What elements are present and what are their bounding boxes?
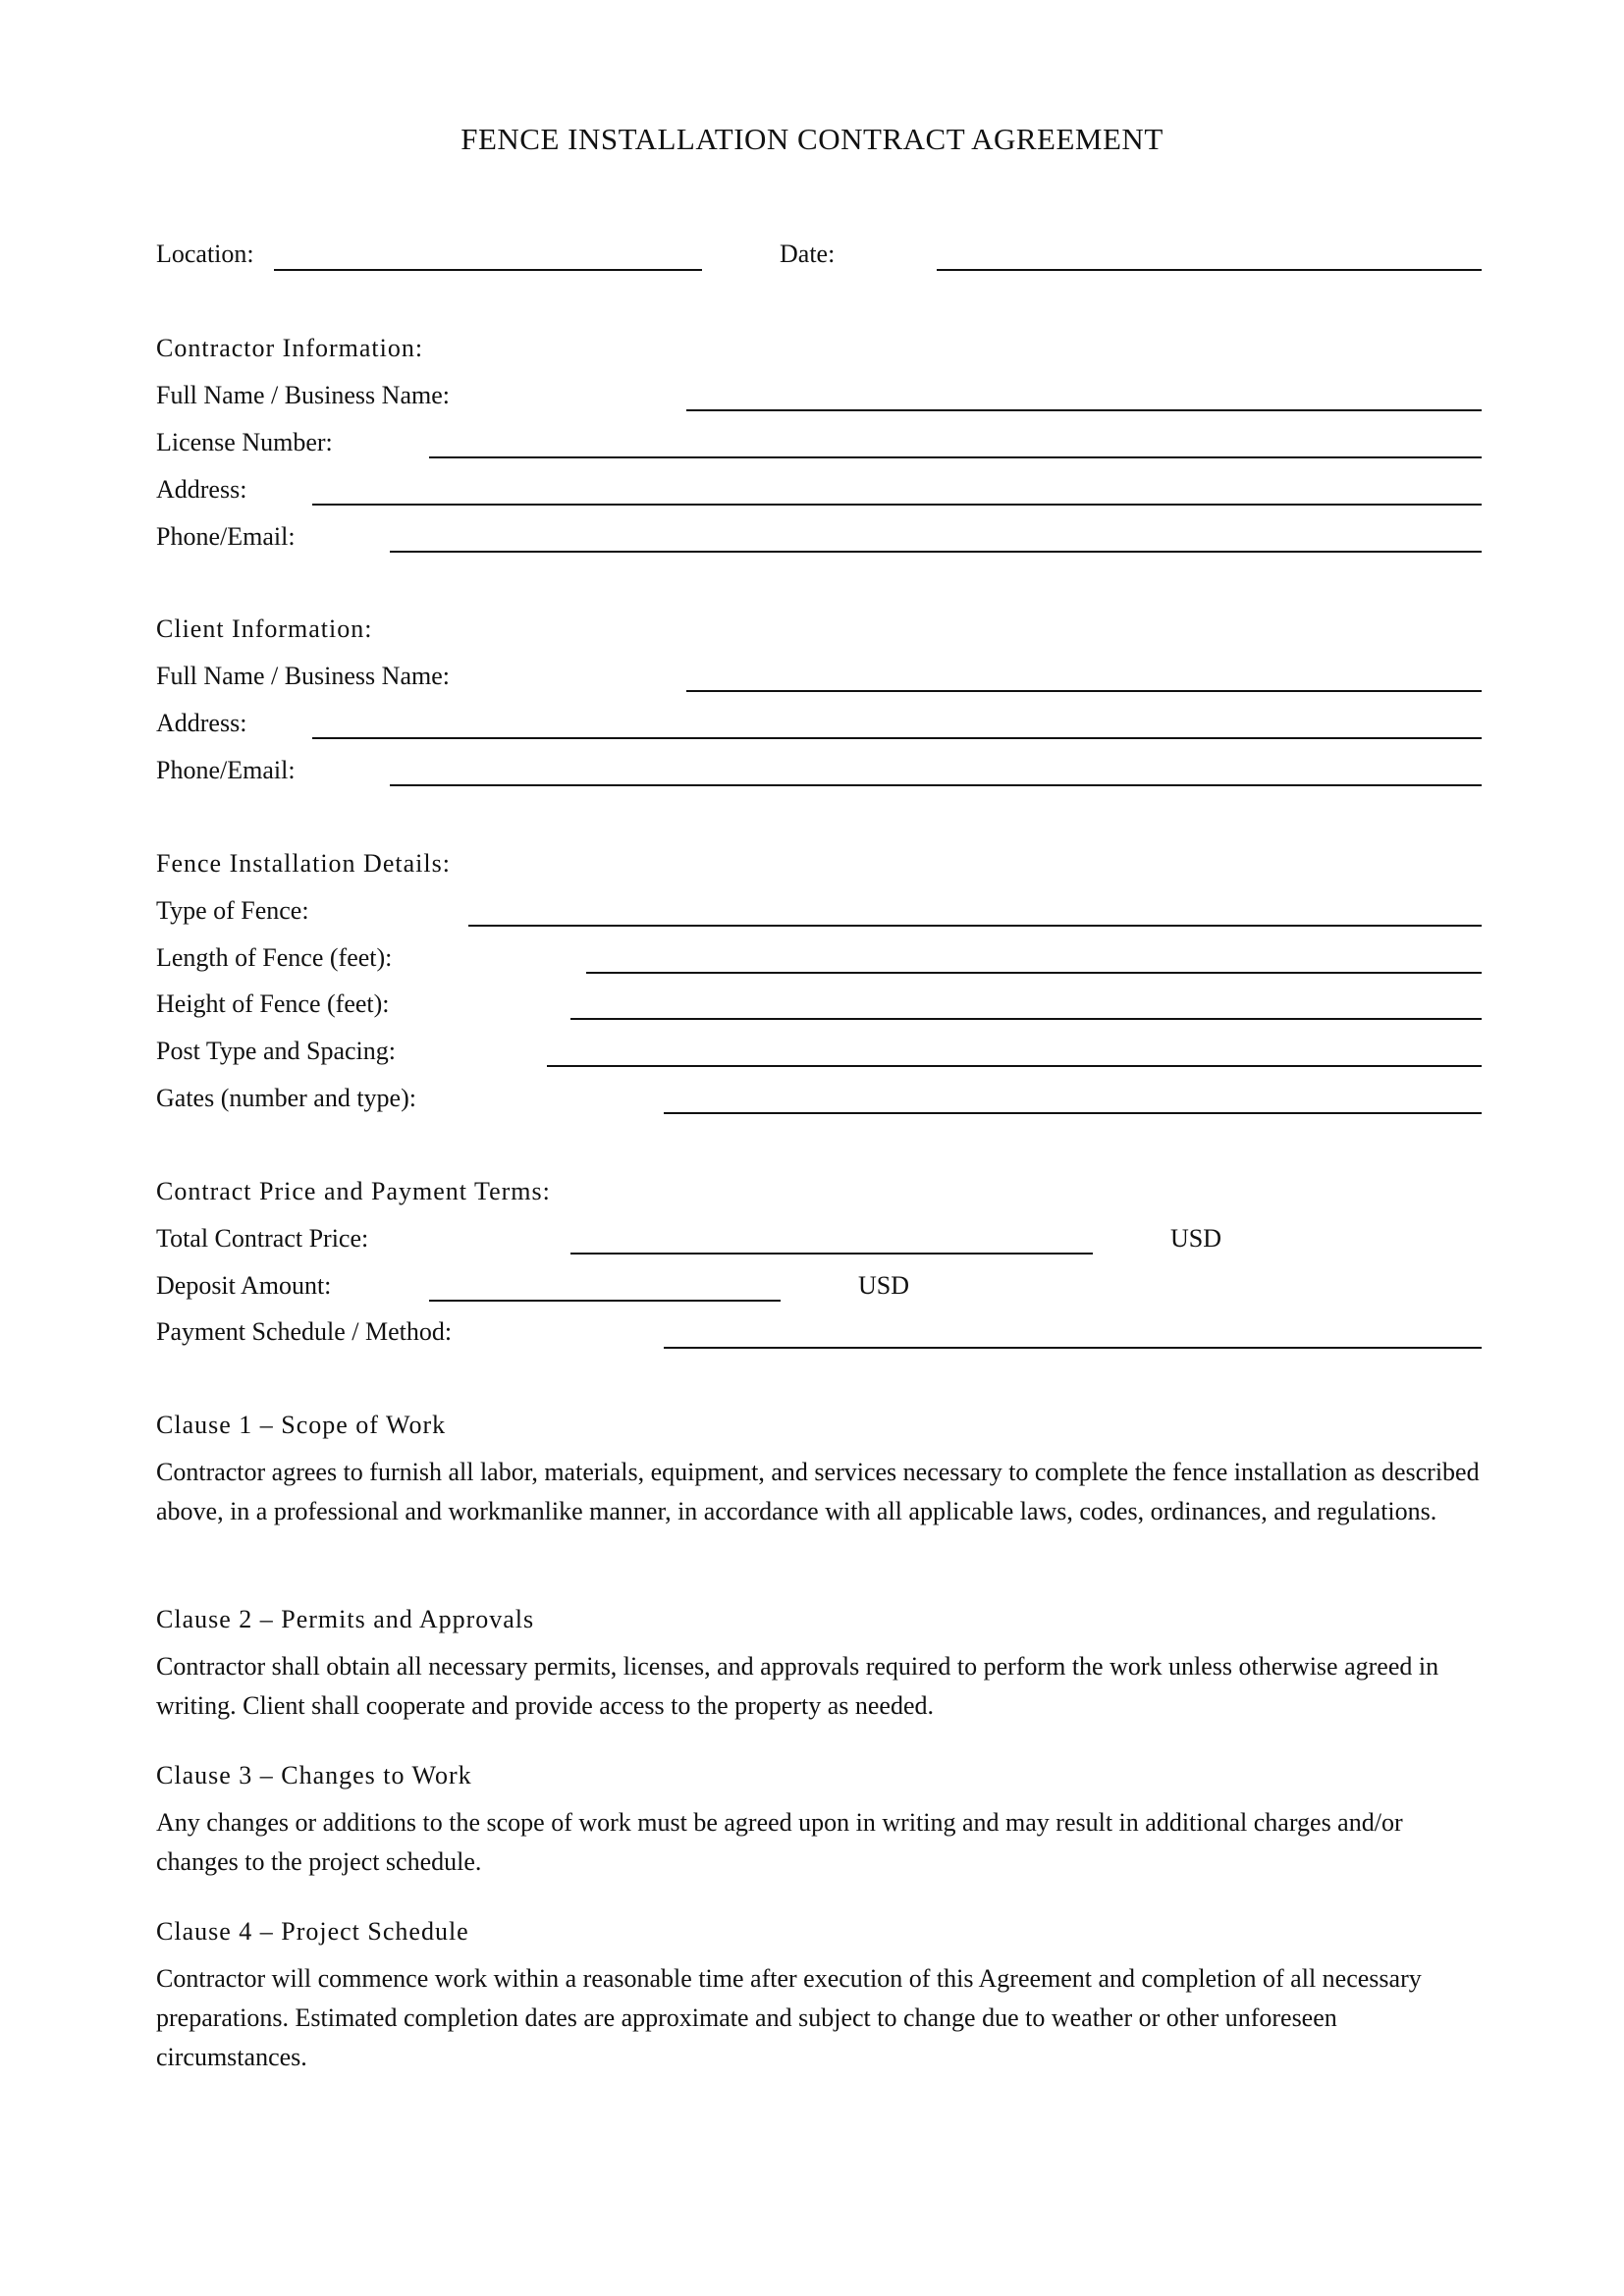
deposit-label: Deposit Amount: [156,1271,332,1300]
clause-2-text: Contractor shall obtain all necessary permits, licenses, and approvals required to perform the work unless otherwise agreed in writing. Client shall cooperate and provide access to the property as needed. [156,1652,1439,1720]
fence-heading: Fence Installation Details: [156,849,451,878]
total-price-label: Total Contract Price: [156,1224,369,1253]
contractor-name-label: Full Name / Business Name: [156,381,450,409]
fence-height-field[interactable] [570,1018,1482,1020]
client-address-label: Address: [156,709,247,737]
date-field[interactable] [937,269,1482,271]
payment-schedule-field[interactable] [664,1347,1482,1349]
client-address-field[interactable] [312,737,1482,739]
client-phone-label: Phone/Email: [156,756,296,784]
location-field[interactable] [274,269,702,271]
contractor-phone-field[interactable] [390,551,1482,553]
gates-field[interactable] [664,1112,1482,1114]
gates-label: Gates (number and type): [156,1084,416,1112]
contractor-name-field[interactable] [686,409,1482,411]
deposit-currency: USD [858,1271,910,1300]
price-heading: Contract Price and Payment Terms: [156,1177,551,1205]
client-name-field[interactable] [686,690,1482,692]
fence-length-field[interactable] [586,972,1482,974]
clause-1-text: Contractor agrees to furnish all labor, materials, equipment, and services necessary to complete the fence installation as described above, in a professional and workmanlike manner, in accordance with all applicable laws, codes, ordinances, and regulations. [156,1458,1480,1525]
clause-2-heading: Clause 2 – Permits and Approvals [156,1605,535,1633]
clause-1-heading: Clause 1 – Scope of Work [156,1411,447,1439]
fence-height-label: Height of Fence (feet): [156,989,390,1018]
payment-schedule-label: Payment Schedule / Method: [156,1317,453,1346]
contractor-license-field[interactable] [429,456,1482,458]
clause-3-heading: Clause 3 – Changes to Work [156,1761,472,1789]
contractor-address-field[interactable] [312,504,1482,506]
contractor-address-label: Address: [156,475,247,504]
contractor-heading: Contractor Information: [156,334,424,362]
location-label: Location: [156,240,254,268]
total-price-field[interactable] [570,1253,1093,1255]
deposit-field[interactable] [429,1300,781,1302]
fence-length-label: Length of Fence (feet): [156,943,393,972]
client-heading: Client Information: [156,614,373,643]
clause-3-text: Any changes or additions to the scope of work must be agreed upon in writing and may result in additional charges and/or changes to the project schedule. [156,1808,1403,1876]
clause-4-text: Contractor will commence work within a reasonable time after execution of this Agreement and completion of all necessary preparations. Estimated completion dates are approximate and subject to change due to weather or other unforeseen circumstances. [156,1964,1422,2071]
contractor-phone-label: Phone/Email: [156,522,296,551]
clause-4-heading: Clause 4 – Project Schedule [156,1917,469,1946]
date-label: Date: [780,240,836,268]
client-name-label: Full Name / Business Name: [156,662,450,690]
post-type-field[interactable] [547,1065,1482,1067]
post-type-label: Post Type and Spacing: [156,1037,396,1065]
contractor-license-label: License Number: [156,428,333,456]
fence-type-field[interactable] [468,925,1482,927]
document-title: FENCE INSTALLATION CONTRACT AGREEMENT [460,122,1164,156]
fence-type-label: Type of Fence: [156,896,309,925]
total-price-currency: USD [1170,1224,1222,1253]
client-phone-field[interactable] [390,784,1482,786]
